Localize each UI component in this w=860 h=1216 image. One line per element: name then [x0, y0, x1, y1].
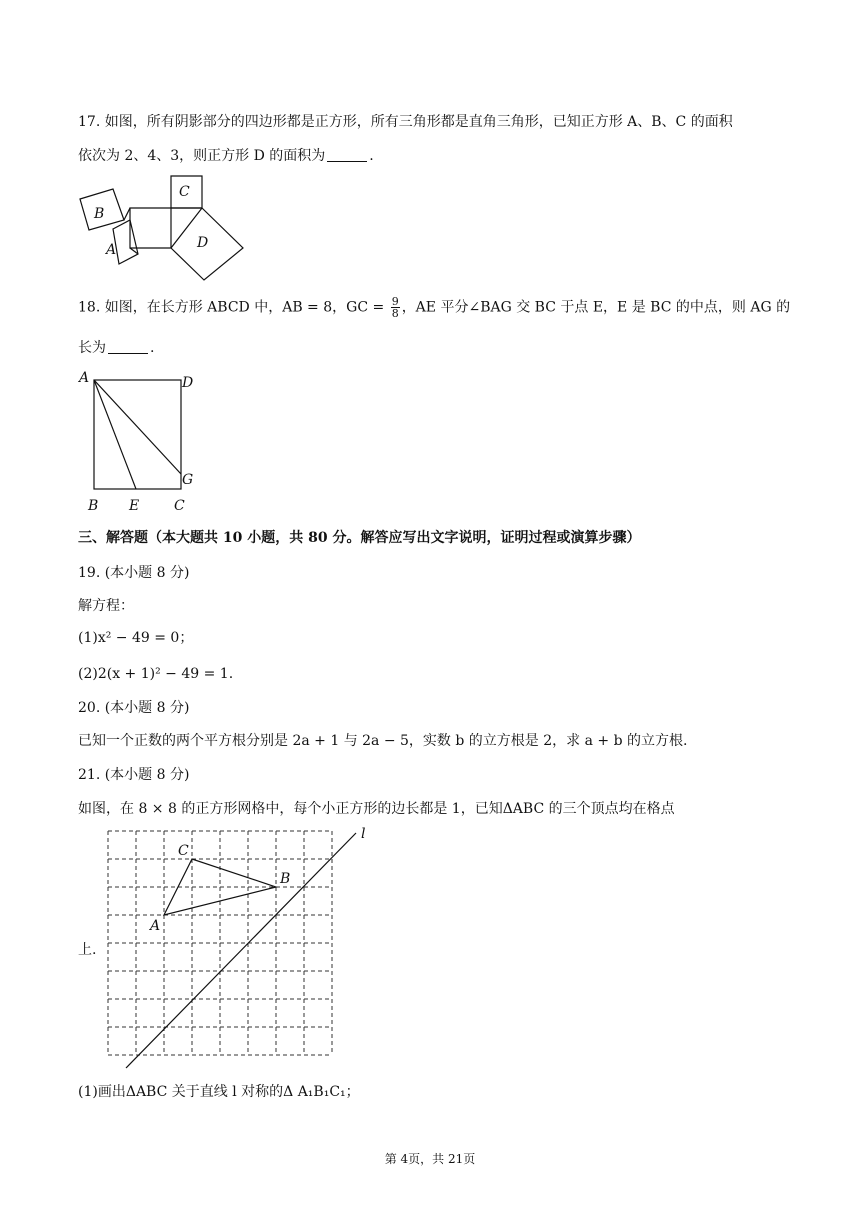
middle-square [130, 208, 171, 248]
q20-text: 已知一个正数的两个平方根分别是 2a + 1 与 2a − 5，实数 b 的立方根是 2，求 a + b 的立方根. [78, 733, 688, 749]
label-a: A [106, 242, 117, 258]
answer-blank [108, 339, 148, 354]
answer-blank [327, 147, 367, 162]
q17-period: . [369, 148, 374, 164]
rectangle-abcd [94, 380, 181, 489]
q19-part2: (2)2(x + 1)² − 49 = 1. [78, 666, 234, 682]
q18-period: . [150, 340, 155, 356]
q17-line2 [78, 146, 374, 166]
q19-intro: 解方程： [78, 598, 134, 614]
label-c: C [174, 498, 185, 514]
q17-text: 依次为 2、4、3，则正方形 D 的面积为 [78, 148, 326, 164]
label-g: G [182, 472, 194, 488]
q21-grid-figure [100, 824, 380, 1074]
label-c: C [179, 184, 190, 200]
label-b: B [88, 498, 99, 514]
label-b: B [94, 206, 105, 222]
q18-figure [76, 368, 206, 518]
page-footer: 第 4页，共 21页 [384, 1152, 476, 1166]
segment-ag [94, 380, 181, 474]
q18-line2 [78, 338, 154, 358]
label-a: A [79, 370, 90, 386]
q18-text-a: 18. 如图，在长方形 ABCD 中，AB = 8，GC = [78, 299, 389, 316]
label-d: D [182, 375, 194, 391]
fraction [391, 296, 400, 319]
section-heading: 三、解答题（本大题共 10 小题，共 80 分。解答应写出文字说明，证明过程或演算步骤） [78, 530, 641, 546]
q17-figure [76, 172, 256, 282]
q18-text-b: ，AE 平分∠BAG 交 BC 于点 E，E 是 BC 的中点，则 AG 的 [401, 299, 791, 316]
q21-tail: 上. [78, 942, 97, 958]
q17-line1: 17. 如图，所有阴影部分的四边形都是正方形，所有三角形都是直角三角形，已知正方形 A、B、C 的面积 [78, 114, 733, 130]
square-a [113, 220, 138, 264]
label-d: D [197, 235, 209, 251]
fraction-numerator: 9 [391, 295, 399, 308]
q21-part1: (1)画出ΔABC 关于直线 l 对称的Δ A₁B₁C₁； [78, 1084, 360, 1100]
label-b: B [280, 871, 291, 887]
q21-text: 如图，在 8 × 8 的正方形网格中，每个小正方形的边长都是 1，已知ΔABC 的三个顶点均在格点 [78, 801, 675, 817]
q18-line1 [78, 296, 790, 319]
fraction-denominator: 8 [391, 307, 399, 320]
label-l: l [361, 826, 366, 842]
label-a: A [150, 918, 161, 934]
label-e: E [129, 498, 140, 514]
q18-text-c: 长为 [78, 340, 106, 356]
q20-title: 20. (本小题 8 分) [78, 700, 190, 716]
segment-ae [94, 380, 136, 489]
label-c: C [178, 843, 189, 859]
q21-title: 21. (本小题 8 分) [78, 767, 190, 783]
q19-title: 19. (本小题 8 分) [78, 565, 190, 581]
line-l [126, 833, 356, 1068]
q19-part1: (1)x² − 49 = 0； [78, 630, 194, 646]
